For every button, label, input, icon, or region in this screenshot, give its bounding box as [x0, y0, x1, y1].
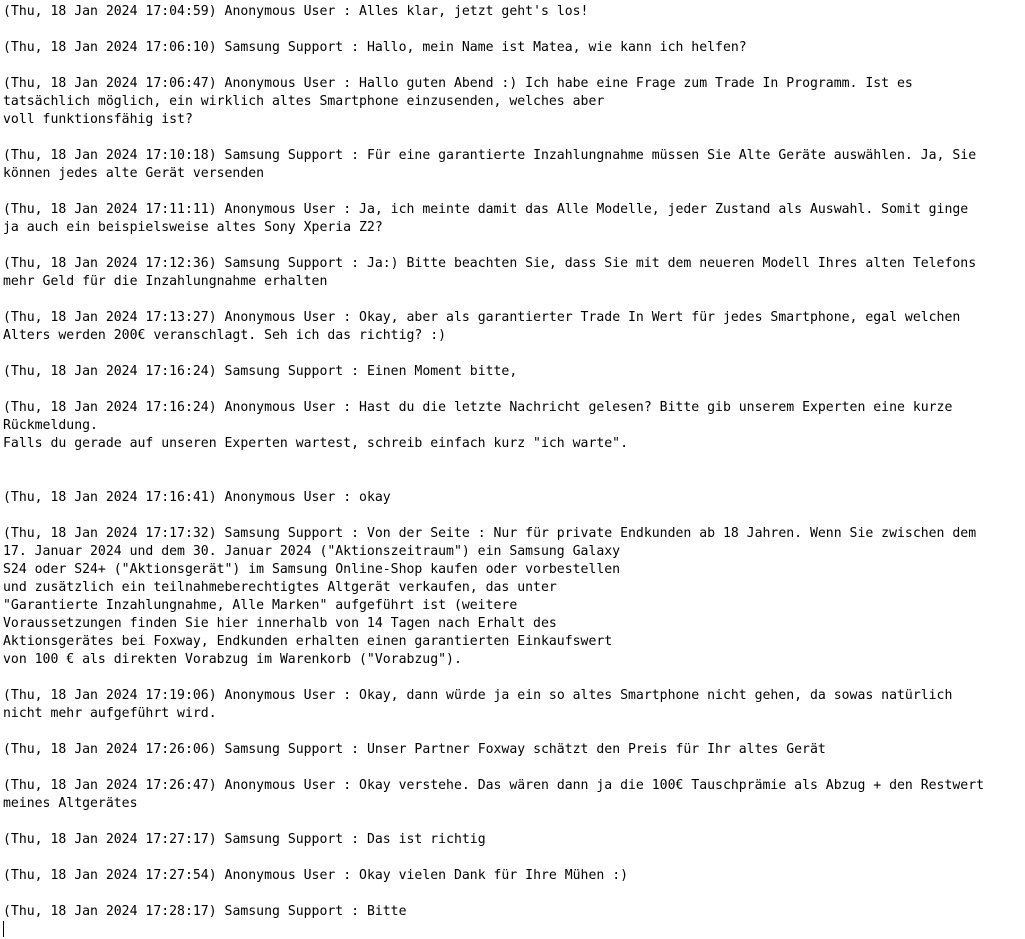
chat-message	[3, 309, 1021, 345]
blank-line	[3, 345, 1021, 363]
chat-message	[3, 903, 1021, 921]
chat-message	[3, 39, 1021, 57]
message-text: Das ist richtig	[366, 832, 486, 847]
blank-line	[3, 813, 1021, 831]
message-text	[3, 453, 1021, 471]
message-text: meines Altgerätes	[3, 796, 138, 811]
message-timestamp: (Thu, 18 Jan 2024 17:28:17)	[3, 904, 217, 919]
message-sender: Samsung Support	[224, 526, 344, 541]
chat-transcript[interactable]	[3, 3, 1021, 921]
blank-line	[3, 759, 1021, 777]
message-header-line: (Thu, 18 Jan 2024 17:26:06) Samsung Support : Unser Partner Foxway schätzt den Preis für Ihr altes Gerät	[3, 742, 826, 757]
message-header-line: (Thu, 18 Jan 2024 17:17:32) Samsung Support : Von der Seite : Nur für private Endkunden ab 18 Jahren. Wenn Sie zwischen dem	[3, 526, 977, 541]
blank-line	[3, 669, 1021, 687]
chat-message	[3, 525, 1021, 669]
message-text: und zusätzlich ein teilnahmeberechtigtes Altgerät verkaufen, das unter	[3, 580, 557, 595]
message-text: S24 oder S24+ ("Aktionsgerät") im Samsung Online-Shop kaufen oder vorbestellen	[3, 562, 621, 577]
blank-line	[3, 885, 1021, 903]
message-text: Bitte	[366, 904, 407, 919]
message-header-line: (Thu, 18 Jan 2024 17:04:59) Anonymous User : Alles klar, jetzt geht's los!	[3, 4, 589, 19]
message-sender: Anonymous User	[224, 202, 336, 217]
message-header-line: (Thu, 18 Jan 2024 17:16:41) Anonymous User : okay	[3, 490, 391, 505]
chat-message	[3, 831, 1021, 849]
message-timestamp: (Thu, 18 Jan 2024 17:27:17)	[3, 832, 217, 847]
message-sender: Anonymous User	[224, 4, 336, 19]
message-header-line: (Thu, 18 Jan 2024 17:10:18) Samsung Support : Für eine garantierte Inzahlungnahme müssen Sie Alte Geräte auswählen. Ja, Sie	[3, 148, 977, 163]
message-text: Rückmeldung.	[3, 418, 98, 433]
message-sender: Samsung Support	[224, 148, 344, 163]
message-header-line: (Thu, 18 Jan 2024 17:13:27) Anonymous User : Okay, aber als garantierter Trade In Wert für jedes Smartphone, egal welchen	[3, 310, 961, 325]
message-text: Ja:) Bitte beachten Sie, dass Sie mit dem neueren Modell Ihres alten Telefons	[366, 256, 977, 271]
message-header-line: (Thu, 18 Jan 2024 17:19:06) Anonymous User : Okay, dann würde ja ein so altes Smartphone nicht gehen, da sowas natürlich	[3, 688, 953, 703]
blank-line	[3, 237, 1021, 255]
message-text: können jedes alte Gerät versenden	[3, 166, 265, 181]
blank-line	[3, 129, 1021, 147]
message-header-line: (Thu, 18 Jan 2024 17:28:17) Samsung Support : Bitte	[3, 904, 407, 919]
message-sender: Anonymous User	[224, 310, 336, 325]
blank-line	[3, 471, 1021, 489]
message-header-line: (Thu, 18 Jan 2024 17:27:54) Anonymous User : Okay vielen Dank für Ihre Mühen :)	[3, 868, 629, 883]
message-sender: Samsung Support	[224, 832, 344, 847]
message-text: Aktionsgerätes bei Foxway, Endkunden erhalten einen garantierten Einkaufswert	[3, 634, 613, 649]
chat-message	[3, 255, 1021, 291]
message-header-line: (Thu, 18 Jan 2024 17:26:47) Anonymous User : Okay verstehe. Das wären dann ja die 100€ Tauschprämie als Abzug + den Restwert	[3, 778, 985, 793]
message-timestamp: (Thu, 18 Jan 2024 17:26:47)	[3, 778, 217, 793]
message-text: Falls du gerade auf unseren Experten wartest, schreib einfach kurz "ich warte".	[3, 436, 628, 451]
message-timestamp: (Thu, 18 Jan 2024 17:27:54)	[3, 868, 217, 883]
message-text: Okay, aber als garantierter Trade In Wert für jedes Smartphone, egal welchen	[359, 310, 961, 325]
message-sender: Anonymous User	[224, 490, 336, 505]
message-timestamp: (Thu, 18 Jan 2024 17:11:11)	[3, 202, 217, 217]
message-timestamp: (Thu, 18 Jan 2024 17:26:06)	[3, 742, 217, 757]
message-header-line: (Thu, 18 Jan 2024 17:27:17) Samsung Support : Das ist richtig	[3, 832, 486, 847]
message-header-line: (Thu, 18 Jan 2024 17:06:47) Anonymous User : Hallo guten Abend :) Ich habe eine Frage zum Trade In Programm. Ist es	[3, 76, 913, 91]
message-header-line: (Thu, 18 Jan 2024 17:11:11) Anonymous User : Ja, ich meinte damit das Alle Modelle, jeder Zustand als Auswahl. Somit ginge	[3, 202, 969, 217]
blank-line	[3, 21, 1021, 39]
blank-line	[3, 183, 1021, 201]
message-timestamp: (Thu, 18 Jan 2024 17:19:06)	[3, 688, 217, 703]
message-text: tatsächlich möglich, ein wirklich altes Smartphone einzusenden, welches aber	[3, 94, 605, 109]
blank-line	[3, 849, 1021, 867]
message-sender: Anonymous User	[224, 400, 336, 415]
message-text: Von der Seite : Nur für private Endkunden ab 18 Jahren. Wenn Sie zwischen dem	[366, 526, 977, 541]
blank-line	[3, 57, 1021, 75]
message-sender: Samsung Support	[224, 904, 344, 919]
message-text: Hallo, mein Name ist Matea, wie kann ich helfen?	[366, 40, 747, 55]
chat-message	[3, 3, 1021, 21]
message-text: Unser Partner Foxway schätzt den Preis für Ihr altes Gerät	[366, 742, 826, 757]
message-timestamp: (Thu, 18 Jan 2024 17:16:41)	[3, 490, 217, 505]
message-timestamp: (Thu, 18 Jan 2024 17:04:59)	[3, 4, 217, 19]
message-timestamp: (Thu, 18 Jan 2024 17:16:24)	[3, 400, 217, 415]
message-timestamp: (Thu, 18 Jan 2024 17:17:32)	[3, 526, 217, 541]
chat-message	[3, 201, 1021, 237]
text-cursor	[3, 921, 4, 937]
message-text: mehr Geld für die Inzahlungnahme erhalten	[3, 274, 328, 289]
message-text: 17. Januar 2024 und dem 30. Januar 2024 ("Aktionszeitraum") ein Samsung Galaxy	[3, 544, 621, 559]
message-sender: Anonymous User	[224, 868, 336, 883]
chat-message	[3, 363, 1021, 381]
message-header-line: (Thu, 18 Jan 2024 17:16:24) Anonymous User : Hast du die letzte Nachricht gelesen? Bitte gib unserem Experten eine kurze	[3, 400, 953, 415]
message-text: ja auch ein beispielsweise altes Sony Xperia Z2?	[3, 220, 383, 235]
message-text: Hast du die letzte Nachricht gelesen? Bitte gib unserem Experten eine kurze	[359, 400, 953, 415]
chat-message	[3, 741, 1021, 759]
chat-message	[3, 147, 1021, 183]
message-sender: Samsung Support	[224, 256, 344, 271]
message-sender: Anonymous User	[224, 76, 336, 91]
chat-message	[3, 777, 1021, 813]
message-text: Hallo guten Abend :) Ich habe eine Frage zum Trade In Programm. Ist es	[359, 76, 913, 91]
chat-message	[3, 399, 1021, 471]
message-timestamp: (Thu, 18 Jan 2024 17:13:27)	[3, 310, 217, 325]
message-sender: Anonymous User	[224, 688, 336, 703]
message-text: Okay, dann würde ja ein so altes Smartphone nicht gehen, da sowas natürlich	[359, 688, 953, 703]
message-text: Ja, ich meinte damit das Alle Modelle, jeder Zustand als Auswahl. Somit ginge	[359, 202, 969, 217]
message-timestamp: (Thu, 18 Jan 2024 17:06:47)	[3, 76, 217, 91]
message-text: Voraussetzungen finden Sie hier innerhalb von 14 Tagen nach Erhalt des	[3, 616, 557, 631]
chat-message	[3, 687, 1021, 723]
message-text: Alles klar, jetzt geht's los!	[359, 4, 589, 19]
message-sender: Samsung Support	[224, 742, 344, 757]
chat-message	[3, 75, 1021, 129]
message-text: von 100 € als direkten Vorabzug im Warenkorb ("Vorabzug").	[3, 652, 462, 667]
message-header-line: (Thu, 18 Jan 2024 17:12:36) Samsung Support : Ja:) Bitte beachten Sie, dass Sie mit dem neueren Modell Ihres alten Telefons	[3, 256, 977, 271]
message-timestamp: (Thu, 18 Jan 2024 17:06:10)	[3, 40, 217, 55]
chat-message	[3, 867, 1021, 885]
message-timestamp: (Thu, 18 Jan 2024 17:16:24)	[3, 364, 217, 379]
message-timestamp: (Thu, 18 Jan 2024 17:10:18)	[3, 148, 217, 163]
blank-line	[3, 381, 1021, 399]
chat-message	[3, 489, 1021, 507]
message-text: voll funktionsfähig ist?	[3, 112, 193, 127]
blank-line	[3, 507, 1021, 525]
message-text: okay	[359, 490, 391, 505]
message-text: "Garantierte Inzahlungnahme, Alle Marken" aufgeführt ist (weitere	[3, 598, 518, 613]
message-text: Einen Moment bitte,	[366, 364, 518, 379]
message-text: Für eine garantierte Inzahlungnahme müssen Sie Alte Geräte auswählen. Ja, Sie	[366, 148, 977, 163]
message-sender: Samsung Support	[224, 40, 344, 55]
blank-line	[3, 291, 1021, 309]
blank-line	[3, 723, 1021, 741]
message-text: Okay verstehe. Das wären dann ja die 100€ Tauschprämie als Abzug + den Restwert	[359, 778, 985, 793]
message-text: nicht mehr aufgeführt wird.	[3, 706, 217, 721]
message-text: Okay vielen Dank für Ihre Mühen :)	[359, 868, 629, 883]
message-sender: Samsung Support	[224, 364, 344, 379]
message-sender: Anonymous User	[224, 778, 336, 793]
message-header-line: (Thu, 18 Jan 2024 17:06:10) Samsung Support : Hallo, mein Name ist Matea, wie kann ich helfen?	[3, 40, 747, 55]
message-text: Alters werden 200€ veranschlagt. Seh ich das richtig? :)	[3, 328, 447, 343]
message-timestamp: (Thu, 18 Jan 2024 17:12:36)	[3, 256, 217, 271]
message-header-line: (Thu, 18 Jan 2024 17:16:24) Samsung Support : Einen Moment bitte,	[3, 364, 518, 379]
